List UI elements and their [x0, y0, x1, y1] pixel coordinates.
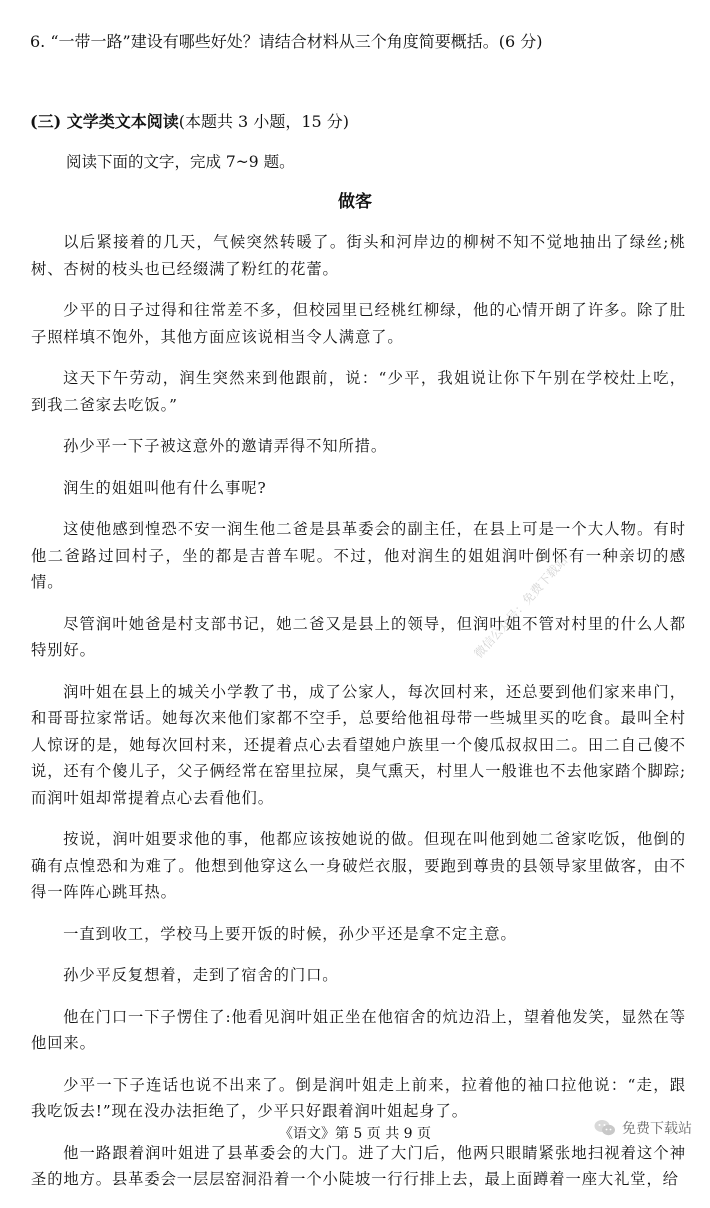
- paragraph: 少平的日子过得和往常差不多，但校园里已经桃红柳绿，他的心情开朗了许多。除了肚子照样填不饱外，其他方面应该说相当令人满意了。: [31, 301, 686, 346]
- paragraph: 润生的姐姐叫他有什么事呢?: [63, 478, 267, 497]
- section-header: [30, 110, 690, 134]
- paragraph: 这天下午劳动，润生突然来到他跟前，说：“少平，我姐说让你下午别在学校灶上吃，到我二爸家去吃饭。”: [31, 369, 686, 414]
- paragraph: 孙少平反复想着，走到了宿舍的门口。: [63, 966, 339, 984]
- page-footer: 《语文》第 5 页 共 9 页: [278, 1126, 432, 1142]
- section-heading: (三) 文学类文本阅读: [30, 112, 179, 131]
- section-note: (本题共 3 小题，15 分): [178, 112, 350, 131]
- paragraph: 润叶姐在县上的城关小学教了书，成了公家人，每次回村来，还总要到他们家来串门，和哥哥拉家常话。她每次来他们家都不空手，总要给他祖母带一些城里买的吃食。最叫全村人惊讶的是，她每次回村来，还提着点心去看望她户族里一个傻瓜叔叔田二。田二自己傻不说，还有个傻儿子，父子俩经常在窑里拉屎，臭气熏天，村里人一般谁也不去他家踏个脚踪;而润叶姐却常提着点心去看他们。: [31, 682, 686, 807]
- paragraph: 尽管润叶她爸是村支部书记，她二爸又是县上的领导，但润叶姐不管对村里的什么人都特别好。: [31, 614, 686, 659]
- question-6: 6. “一带一路”建设有哪些好处？请结合材料从三个角度简要概括。(6 分): [30, 32, 543, 51]
- diagonal-watermark: 微信公众号：免费下载站: [471, 553, 571, 661]
- paragraph: 以后紧接着的几天，气候突然转暖了。街头和河岸边的柳树不知不觉地抽出了绿丝;桃树、杏树的枝头也已经缀满了粉红的花蕾。: [31, 233, 686, 278]
- wechat-icon: [594, 1119, 616, 1137]
- story-title: 做客: [338, 192, 372, 212]
- paragraph: 这使他感到惶恐不安一润生他二爸是县革委会的副主任，在县上可是一个大人物。有时他二爸路过回村子，坐的都是吉普车呢。不过，他对润生的姐姐润叶倒怀有一种亲切的感情。: [31, 520, 686, 591]
- paragraph: 按说，润叶姐要求他的事，他都应该按她说的做。但现在叫他到她二爸家吃饭，他倒的确有点惶恐和为难了。他想到他穿这么一身破烂衣服，要跑到尊贵的县领导家里做客，由不得一阵阵心跳耳热。: [31, 830, 686, 901]
- paragraph: 他在门口一下子愣住了:他看见润叶姐正坐在他宿舍的炕边沿上，望着他发笑，显然在等他回来。: [31, 1007, 686, 1052]
- paragraph: 他一路跟着润叶姐进了县革委会的大门。进了大门后，他两只眼睛紧张地扫视着这个神圣的地方。县革委会一层层窑洞沿着一个小陡坡一行行排上去，最上面蹲着一座大礼堂，给: [31, 1143, 686, 1188]
- paragraph: 孙少平一下子被这意外的邀请弄得不知所措。: [63, 437, 388, 455]
- paragraph: 少平一下子连话也说不出来了。倒是润叶姐走上前来，拉着他的袖口拉他说：“走，跟我吃饭去!”现在没办法拒绝了，少平只好跟着润叶姐起身了。: [31, 1075, 686, 1120]
- wechat-brand-text: 免费下载站: [622, 1121, 692, 1137]
- wechat-watermark: [594, 1118, 692, 1138]
- reading-instruction: 阅读下面的文字，完成 7~9 题。: [66, 153, 295, 171]
- paragraph: 一直到收工，学校马上要开饭的时候，孙少平还是拿不定主意。: [63, 924, 517, 943]
- story-body: [31, 229, 686, 1208]
